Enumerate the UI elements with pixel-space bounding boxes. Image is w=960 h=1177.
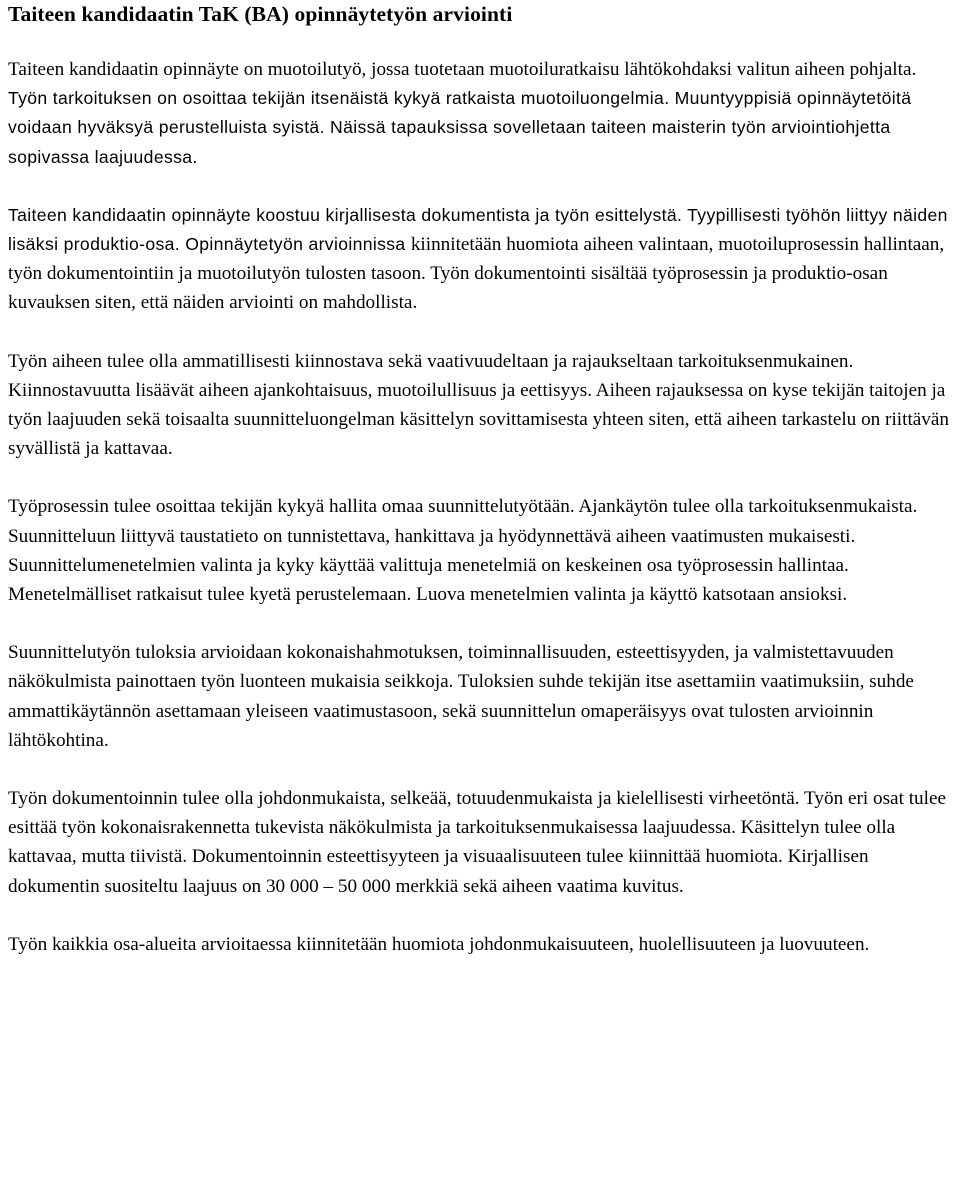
paragraph-overall-assessment: Työn kaikkia osa-alueita arvioitaessa kiinnitetään huomiota johdonmukaisuuteen, huolellisuuteen ja luovuuteen. [8, 933, 870, 955]
document-page [8, 0, 958, 959]
intro-sentences-sans: Työn tarkoituksen on osoittaa tekijän itsenäistä kykyä ratkaista muotoiluongelmia. Muuntyyppisiä opinnäytetöitä voidaan hyväksyä perustelluista syistä. Näissä tapauksissa sovelletaan taiteen maisterin työn arviointiohjetta sopivassa laajuudessa. [8, 88, 912, 167]
paragraph-thesis-components [8, 201, 958, 318]
document-title: Taiteen kandidaatin TaK (BA) opinnäytetyön arviointi [8, 2, 513, 26]
paragraph-results: Suunnittelutyön tuloksia arvioidaan kokonaishahmotuksen, toiminnallisuuden, esteettisyyden, ja valmistettavuuden näkökulmista painottaen työn luonteen mukaisia seikkoja. Tuloksien suhde tekijän itse asettamiin vaatimuksiin, suhde ammattikäytännön asettamaan yleiseen vaatimustasoon, sekä suunnittelun omaperäisyys ovat tulosten arvioinnin lähtökohtina. [8, 642, 914, 751]
paragraph-introduction [8, 55, 958, 172]
intro-sentence-serif: Taiteen kandidaatin opinnäyte on muotoilutyö, jossa tuotetaan muotoiluratkaisu lähtökohdaksi valitun aiheen pohjalta. [8, 59, 917, 80]
paragraph-documentation: Työn dokumentoinnin tulee olla johdonmukaista, selkeää, totuudenmukaista ja kielellisesti virheetöntä. Työn eri osat tulee esittää työn kokonaisrakennetta tukevista näkökulmista ja tarkoituksenmukaisessa laajuudessa. Käsittelyn tulee olla kattavaa, mutta tiivistä. Dokumentoinnin esteettisyyteen ja visuaalisuuteen tulee kiinnittää huomiota. Kirjallisen dokumentin suositeltu laajuus on 30 000 – 50 000 merkkiä sekä aiheen vaatima kuvitus. [8, 788, 946, 897]
components-sentences-serif: kiinnitetään huomiota aiheen valintaan, muotoiluprosessin hallintaan, työn dokumentointiin ja muotoilutyön tulosten tasoon. Työn dokumentointi sisältää työprosessin ja produktio-osan kuvauksen siten, että näiden arviointi on mahdollista. [8, 234, 945, 314]
paragraph-topic: Työn aiheen tulee olla ammatillisesti kiinnostava sekä vaativuudeltaan ja rajaukseltaan tarkoituksenmukainen. Kiinnostavuutta lisäävät aiheen ajankohtaisuus, muotoilullisuus ja eettisyys. Aiheen rajauksessa on kyse tekijän taitojen ja työn laajuuden sekä toisaalta suunnitteluongelman käsittelyn sovittamisesta yhteen siten, että aiheen tarkastelu on riittävän syvällistä ja kattavaa. [8, 350, 949, 460]
components-sentences-sans: Taiteen kandidaatin opinnäyte koostuu kirjallisesta dokumentista ja työn esittelystä. Tyypillisesti työhön liittyy näiden lisäksi produktio-osa. Opinnäytetyön arvioinnissa [8, 204, 948, 255]
paragraph-work-process: Työprosessin tulee osoittaa tekijän kykyä hallita omaa suunnittelutyötään. Ajankäytön tulee olla tarkoituksenmukaista. Suunnitteluun liittyvä taustatieto on tunnistettava, hankittava ja hyödynnettävä aiheen vaatimusten mukaisesti. Suunnittelumenetelmien valinta ja kyky käyttää valittuja menetelmiä on keskeinen osa työprosessin hallintaa. Menetelmälliset ratkaisut tulee kyetä perustelemaan. Luova menetelmien valinta ja käyttö katsotaan ansioksi. [8, 496, 918, 606]
